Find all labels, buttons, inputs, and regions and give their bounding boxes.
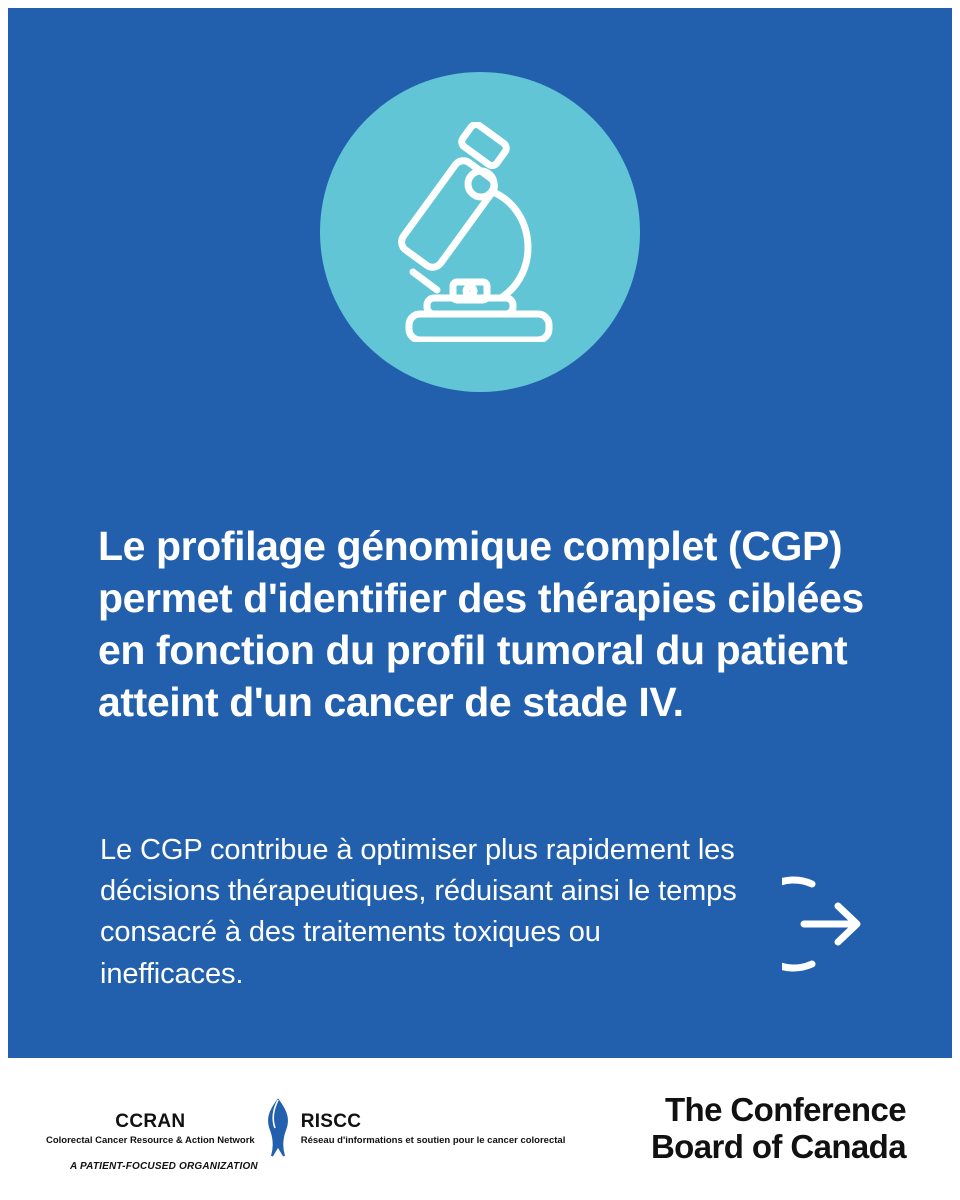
ccran-tagline: A PATIENT-FOCUSED ORGANIZATION <box>70 1161 258 1172</box>
conference-board-line2: Board of Canada <box>650 1128 906 1165</box>
page-title: Le profilage génomique complet (CGP) permet d'identifier des thérapies ciblées en fonction du profil tumoral du patient atteint d'un cancer de stade IV. <box>98 523 864 726</box>
ccran-acronym: CCRAN <box>115 1110 186 1132</box>
ccran-french-block <box>295 1112 566 1146</box>
body-text: Le CGP contribue à optimiser plus rapidement les décisions thérapeutiques, réduisant ainsi le temps consacré à des traitements toxiques ou inefficaces. <box>100 834 737 990</box>
arrow-right-circle-icon <box>782 876 878 972</box>
footer-bar <box>0 1058 960 1200</box>
microscope-icon <box>375 122 585 342</box>
conference-board-line1: The Conference <box>665 1091 906 1129</box>
conference-board-logo[interactable] <box>651 1092 906 1166</box>
next-button[interactable] <box>782 876 878 972</box>
awareness-ribbon-icon <box>261 1098 295 1160</box>
ccran-logo[interactable] <box>46 1098 566 1172</box>
ccran-french-name: Réseau d'informations et soutien pour le cancer colorectal <box>300 1134 566 1146</box>
blue-panel <box>8 8 952 1058</box>
ccran-english-name: Colorectal Cancer Resource & Action Network <box>46 1134 255 1146</box>
microscope-icon-circle <box>320 72 640 392</box>
ccran-acronym-fr: RISCC <box>300 1110 362 1132</box>
ccran-english-block <box>46 1112 261 1146</box>
